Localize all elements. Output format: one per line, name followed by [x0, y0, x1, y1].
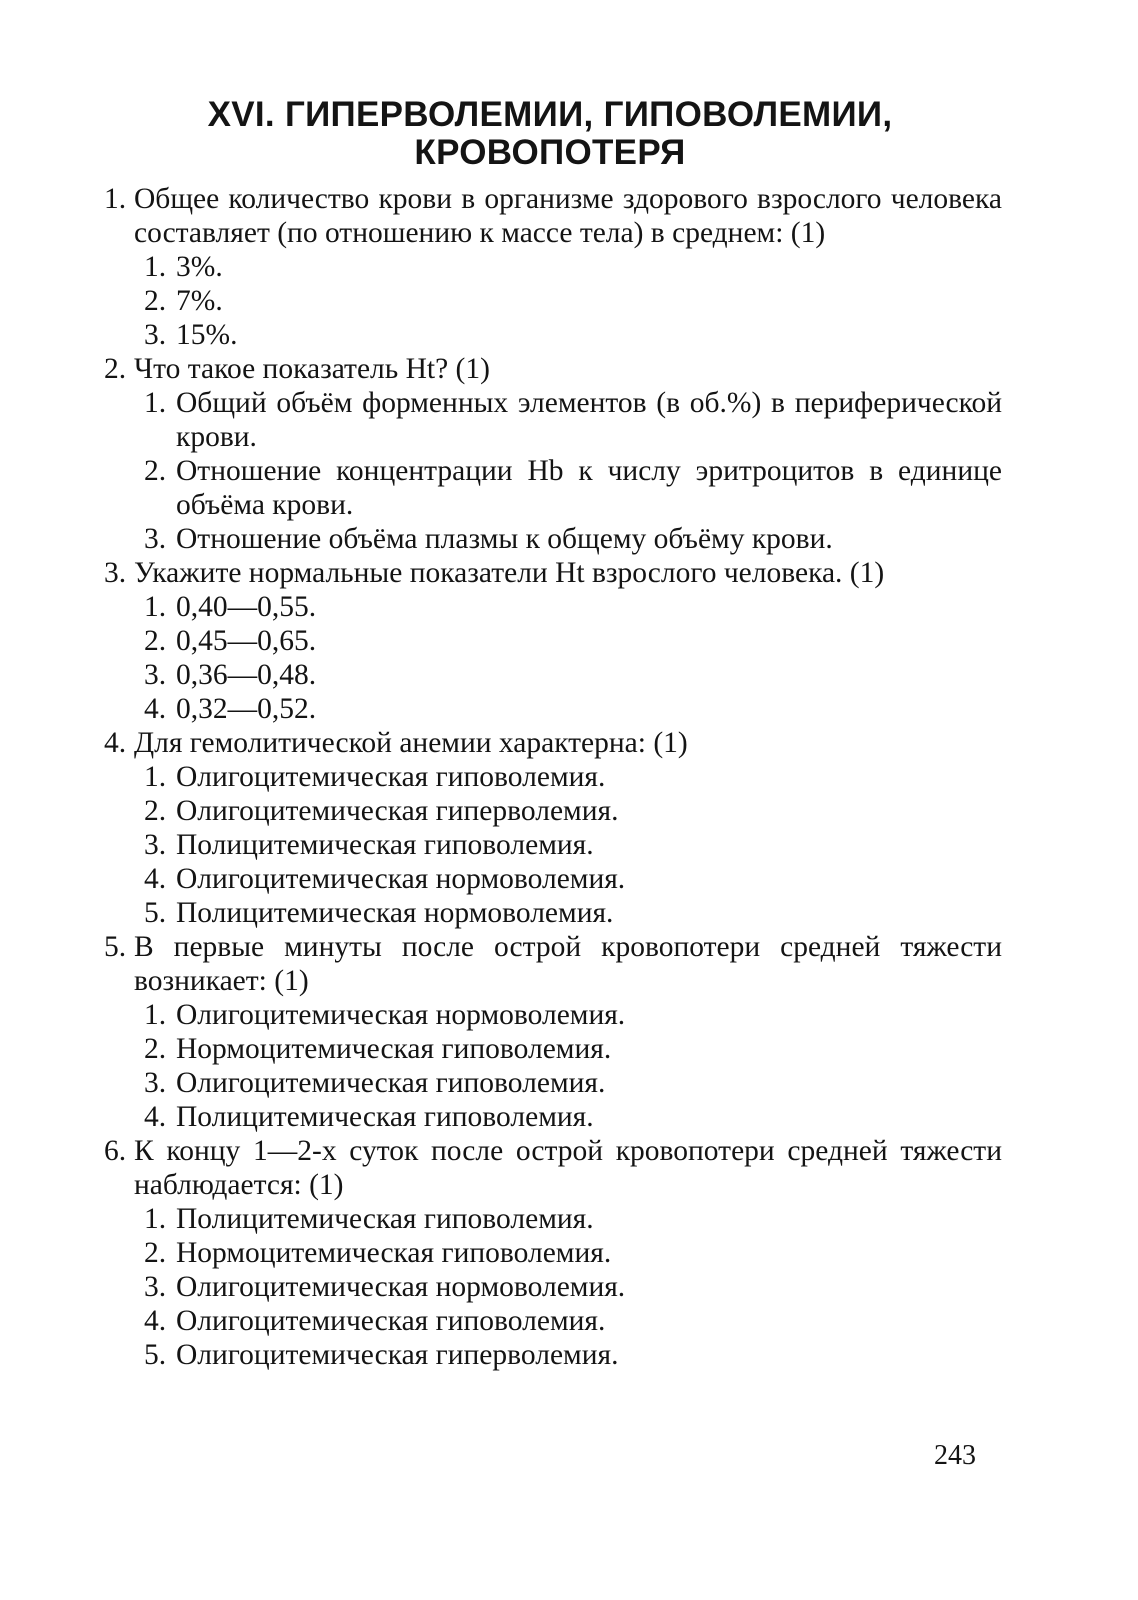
option-number: 5. [144, 1339, 167, 1371]
question-number: 1. [104, 183, 127, 215]
question-text: Общее количество крови в организме здорового взрослого человека составляет (по отношению к массе тела) в среднем: (1) [134, 183, 1002, 249]
answer-option [144, 590, 1004, 624]
option-text: 0,40—0,55. [176, 591, 317, 623]
option-number: 3. [144, 1067, 167, 1099]
question-number: 4. [104, 727, 127, 759]
option-text: 15%. [176, 319, 238, 351]
option-text: 0,45—0,65. [176, 625, 317, 657]
option-number: 3. [144, 659, 167, 691]
answer-option [144, 386, 1004, 454]
option-number: 3. [144, 829, 167, 861]
answer-option [144, 624, 1004, 658]
question-number: 5. [104, 931, 127, 963]
answer-option [144, 760, 1004, 794]
option-text: Полицитемическая гиповолемия. [176, 1101, 594, 1133]
option-number: 4. [144, 863, 167, 895]
question-number: 2. [104, 353, 127, 385]
question-1 [104, 182, 1004, 352]
answer-option [144, 284, 1004, 318]
answer-option [144, 1202, 1004, 1236]
option-text: Олигоцитемическая гиповолемия. [176, 1067, 606, 1099]
page-number: 243 [934, 1440, 976, 1471]
question-list [104, 182, 1004, 1372]
answer-option [144, 1304, 1004, 1338]
option-text: Полицитемическая гиповолемия. [176, 1203, 594, 1235]
answer-option [144, 658, 1004, 692]
answer-option [144, 828, 1004, 862]
answer-option [144, 522, 1004, 556]
option-text: Олигоцитемическая нормоволемия. [176, 863, 626, 895]
option-number: 3. [144, 319, 167, 351]
option-text: Олигоцитемическая нормоволемия. [176, 1271, 626, 1303]
chapter-title-line-2: КРОВОПОТЕРЯ [414, 133, 686, 172]
option-text: Олигоцитемическая гиповолемия. [176, 761, 606, 793]
option-text: Олигоцитемическая гиперволемия. [176, 795, 619, 827]
option-number: 2. [144, 455, 167, 487]
option-number: 1. [144, 999, 167, 1031]
answer-option [144, 1270, 1004, 1304]
question-text: Для гемолитической анемии характерна: (1) [134, 727, 688, 759]
option-text: Полицитемическая нормоволемия. [176, 897, 614, 929]
option-text: Отношение концентрации Hb к числу эритроцитов в единице объёма крови. [176, 455, 1002, 521]
answer-option [144, 1032, 1004, 1066]
question-5 [104, 930, 1004, 1134]
answer-option [144, 454, 1004, 522]
answer-option [144, 862, 1004, 896]
option-text: Олигоцитемическая гиперволемия. [176, 1339, 619, 1371]
option-number: 4. [144, 1305, 167, 1337]
question-text: Укажите нормальные показатели Ht взрослого человека. (1) [134, 557, 885, 589]
option-number: 4. [144, 1101, 167, 1133]
answer-option [144, 998, 1004, 1032]
option-text: Полицитемическая гиповолемия. [176, 829, 594, 861]
option-text: 3%. [176, 251, 223, 283]
answer-option [144, 1236, 1004, 1270]
answer-option [144, 318, 1004, 352]
option-number: 2. [144, 795, 167, 827]
option-text: 7%. [176, 285, 223, 317]
option-number: 2. [144, 1033, 167, 1065]
answer-option [144, 692, 1004, 726]
answer-option [144, 1066, 1004, 1100]
question-3 [104, 556, 1004, 726]
answer-option [144, 1338, 1004, 1372]
option-text: Общий объём форменных элементов (в об.%) в периферической крови. [176, 387, 1002, 453]
option-text: Нормоцитемическая гиповолемия. [176, 1237, 612, 1269]
chapter-title-line-1: XVI. ГИПЕРВОЛЕМИИ, ГИПОВОЛЕМИИ, [207, 95, 893, 134]
option-number: 1. [144, 761, 167, 793]
option-text: Нормоцитемическая гиповолемия. [176, 1033, 612, 1065]
option-number: 3. [144, 1271, 167, 1303]
option-text: Олигоцитемическая нормоволемия. [176, 999, 626, 1031]
question-text: К концу 1—2-х суток после острой кровопотери средней тяжести наблюдается: (1) [134, 1135, 1002, 1201]
option-number: 5. [144, 897, 167, 929]
option-number: 1. [144, 591, 167, 623]
option-number: 2. [144, 1237, 167, 1269]
question-text: В первые минуты после острой кровопотери средней тяжести возникает: (1) [134, 931, 1002, 997]
question-2 [104, 352, 1004, 556]
question-number: 6. [104, 1135, 127, 1167]
option-text: 0,32—0,52. [176, 693, 317, 725]
question-text: Что такое показатель Ht? (1) [134, 353, 490, 385]
answer-option [144, 896, 1004, 930]
answer-option [144, 250, 1004, 284]
option-number: 2. [144, 285, 167, 317]
answer-option [144, 794, 1004, 828]
option-number: 1. [144, 387, 167, 419]
option-text: 0,36—0,48. [176, 659, 317, 691]
answer-option [144, 1100, 1004, 1134]
option-number: 3. [144, 523, 167, 555]
option-number: 1. [144, 251, 167, 283]
option-number: 4. [144, 693, 167, 725]
option-number: 2. [144, 625, 167, 657]
option-text: Отношение объёма плазмы к общему объёму крови. [176, 523, 833, 555]
option-number: 1. [144, 1203, 167, 1235]
question-4 [104, 726, 1004, 930]
question-number: 3. [104, 557, 127, 589]
option-text: Олигоцитемическая гиповолемия. [176, 1305, 606, 1337]
question-6 [104, 1134, 1004, 1372]
